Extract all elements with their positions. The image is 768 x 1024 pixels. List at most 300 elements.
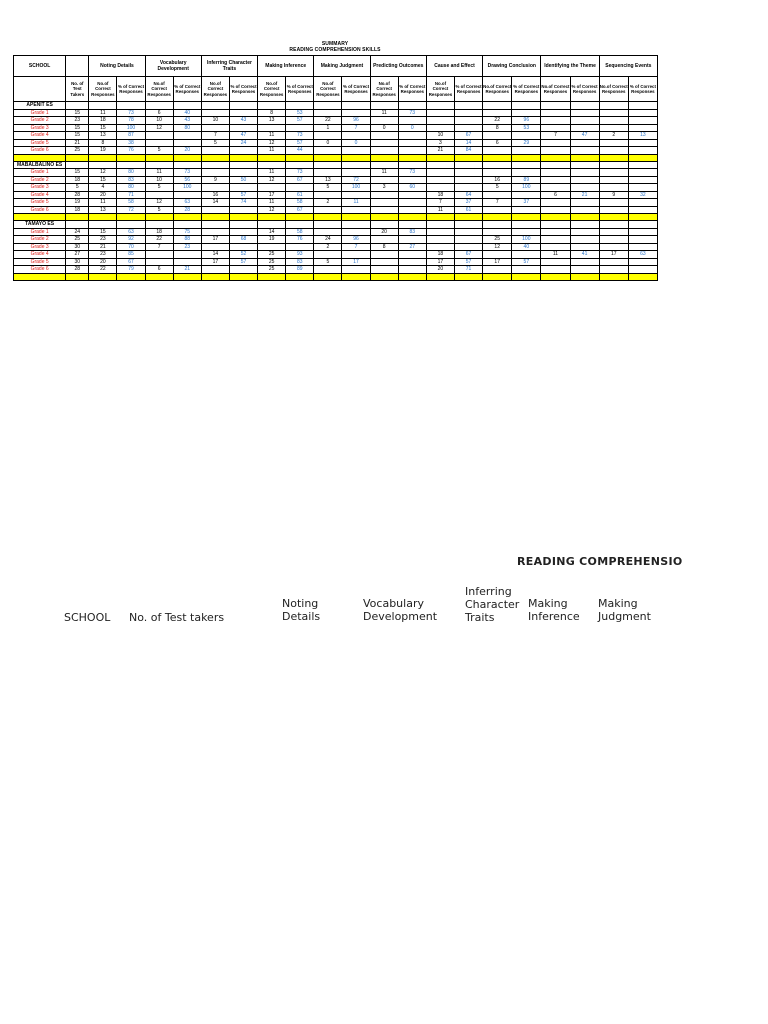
correct-count-cell [426,117,454,125]
correct-count-cell: 12 [145,124,173,132]
correct-percent-cell: 14 [455,139,483,147]
grade-label: Grade 3 [14,124,66,132]
empty-cell [570,221,599,229]
correct-count-cell: 13 [314,176,342,184]
correct-percent-cell: 38 [117,139,145,147]
header-skill: Identifying the Theme [541,56,599,77]
empty-cell [89,161,117,169]
correct-count-cell: 17 [599,251,628,259]
header-pct-correct: % of Correct Responses [512,77,541,102]
correct-percent-cell: 67 [455,251,483,259]
separator-cell [512,214,541,221]
correct-count-cell: 25 [258,251,286,259]
correct-count-cell: 17 [258,191,286,199]
correct-count-cell [599,117,628,125]
correct-count-cell [599,258,628,266]
empty-cell [314,221,342,229]
separator-cell [314,154,342,161]
correct-count-cell [370,147,398,155]
separator-cell [229,273,257,280]
correct-count-cell [483,169,512,177]
correct-count-cell [201,266,229,274]
empty-cell [145,161,173,169]
grade-label: Grade 2 [14,236,66,244]
table-row [14,251,658,259]
correct-count-cell: 17 [426,258,454,266]
correct-count-cell: 11 [258,199,286,207]
correct-count-cell [599,243,628,251]
correct-count-cell [541,109,570,117]
test-takers-cell: 23 [66,117,89,125]
correct-count-cell [314,132,342,140]
correct-percent-cell: 100 [173,184,201,192]
correct-percent-cell: 32 [628,191,657,199]
correct-count-cell: 5 [145,206,173,214]
correct-percent-cell: 7 [342,124,370,132]
separator-cell [229,214,257,221]
correct-count-cell [541,228,570,236]
correct-count-cell: 4 [89,184,117,192]
correct-count-cell [599,199,628,207]
correct-percent-cell [229,243,257,251]
correct-count-cell [258,184,286,192]
table-row [14,191,658,199]
correct-percent-cell: 61 [286,191,314,199]
correct-percent-cell: 75 [173,228,201,236]
test-takers-cell: 21 [66,139,89,147]
correct-percent-cell: 72 [117,206,145,214]
correct-count-cell [145,251,173,259]
lower-header-line: Noting [282,597,319,610]
correct-count-cell: 7 [483,199,512,207]
grade-label: Grade 4 [14,132,66,140]
correct-percent-cell: 40 [512,243,541,251]
correct-percent-cell: 96 [342,117,370,125]
correct-count-cell: 21 [89,243,117,251]
correct-percent-cell [628,199,657,207]
correct-count-cell: 12 [145,199,173,207]
correct-percent-cell [570,243,599,251]
empty-cell [483,161,512,169]
correct-percent-cell [628,147,657,155]
correct-percent-cell: 52 [229,251,257,259]
test-takers-cell: 25 [66,236,89,244]
correct-percent-cell: 83 [398,228,426,236]
empty-cell [398,102,426,110]
separator-cell [117,154,145,161]
correct-count-cell: 11 [258,132,286,140]
header-no-correct: No.of Correct Responses [89,77,117,102]
separator-cell [370,273,398,280]
lower-header-line: Making [598,597,638,610]
empty-cell [483,102,512,110]
table-row [14,243,658,251]
correct-percent-cell [628,266,657,274]
empty-cell [66,102,89,110]
empty-cell [229,161,257,169]
correct-percent-cell: 84 [455,147,483,155]
correct-count-cell: 7 [145,243,173,251]
grade-label: Grade 4 [14,251,66,259]
correct-count-cell: 2 [314,243,342,251]
table-row [14,176,658,184]
correct-count-cell: 14 [201,199,229,207]
correct-count-cell: 18 [426,191,454,199]
grade-label: Grade 5 [14,258,66,266]
separator-cell [342,214,370,221]
correct-count-cell [541,199,570,207]
correct-count-cell [541,147,570,155]
correct-percent-cell [512,191,541,199]
correct-count-cell [370,266,398,274]
correct-percent-cell [229,266,257,274]
correct-percent-cell: 57 [455,258,483,266]
correct-count-cell: 11 [541,251,570,259]
correct-percent-cell [512,228,541,236]
correct-percent-cell: 93 [286,251,314,259]
empty-cell [117,221,145,229]
correct-percent-cell [512,147,541,155]
correct-percent-cell [628,117,657,125]
correct-percent-cell: 57 [229,258,257,266]
correct-percent-cell: 96 [512,117,541,125]
correct-count-cell [426,109,454,117]
correct-count-cell [541,243,570,251]
correct-percent-cell: 68 [229,236,257,244]
header-blank [66,56,89,77]
correct-percent-cell [229,206,257,214]
correct-count-cell [541,176,570,184]
separator-cell [286,154,314,161]
correct-count-cell [483,206,512,214]
correct-percent-cell [398,132,426,140]
correct-percent-cell [628,124,657,132]
correct-percent-cell: 100 [512,184,541,192]
empty-cell [201,102,229,110]
separator-cell [173,154,201,161]
empty-cell [570,161,599,169]
school-name: APENIT ES [14,102,66,110]
correct-count-cell: 10 [426,132,454,140]
test-takers-cell: 15 [66,169,89,177]
separator-cell [173,214,201,221]
correct-count-cell: 17 [201,236,229,244]
correct-count-cell: 11 [370,169,398,177]
correct-count-cell: 13 [89,206,117,214]
correct-percent-cell [229,124,257,132]
correct-percent-cell [570,184,599,192]
separator-cell [570,154,599,161]
empty-cell [173,221,201,229]
correct-percent-cell [628,109,657,117]
correct-count-cell [599,176,628,184]
header-no-correct: No.of Correct Responses [599,77,628,102]
separator-row [14,273,658,280]
test-takers-cell: 5 [66,184,89,192]
correct-count-cell [370,117,398,125]
test-takers-cell: 28 [66,191,89,199]
lower-header-line: Making [528,597,568,610]
correct-count-cell [483,228,512,236]
separator-cell [570,273,599,280]
separator-cell [117,273,145,280]
correct-percent-cell: 72 [342,176,370,184]
correct-percent-cell [455,109,483,117]
correct-count-cell: 11 [89,109,117,117]
correct-percent-cell: 0 [342,139,370,147]
separator-cell [483,154,512,161]
correct-percent-cell: 27 [398,243,426,251]
correct-percent-cell: 73 [117,109,145,117]
empty-cell [628,102,657,110]
correct-percent-cell [455,169,483,177]
correct-percent-cell: 43 [229,117,257,125]
separator-cell [570,214,599,221]
header-school: SCHOOL [14,56,66,77]
correct-count-cell: 0 [314,139,342,147]
correct-count-cell: 18 [89,117,117,125]
empty-cell [201,161,229,169]
correct-count-cell: 11 [89,199,117,207]
correct-percent-cell: 73 [398,169,426,177]
correct-percent-cell: 58 [117,199,145,207]
empty-cell [89,221,117,229]
header-pct-correct: % of Correct Responses [570,77,599,102]
correct-count-cell: 11 [258,169,286,177]
correct-percent-cell [398,251,426,259]
correct-percent-cell [173,251,201,259]
correct-count-cell [314,251,342,259]
empty-cell [173,102,201,110]
separator-cell [599,154,628,161]
separator-cell [455,214,483,221]
separator-cell [342,273,370,280]
correct-percent-cell: 87 [117,132,145,140]
correct-percent-cell [342,206,370,214]
correct-percent-cell [512,251,541,259]
correct-percent-cell [570,266,599,274]
correct-percent-cell [570,124,599,132]
correct-count-cell [201,124,229,132]
correct-percent-cell: 57 [286,139,314,147]
separator-row [14,214,658,221]
separator-cell [14,154,66,161]
correct-count-cell [201,206,229,214]
correct-percent-cell: 67 [286,176,314,184]
correct-count-cell [426,236,454,244]
correct-percent-cell: 80 [117,169,145,177]
lower-header-making-judgment [598,597,651,623]
correct-count-cell: 6 [483,139,512,147]
empty-cell [314,161,342,169]
correct-count-cell [483,266,512,274]
correct-percent-cell: 47 [229,132,257,140]
separator-cell [201,154,229,161]
correct-percent-cell: 58 [286,199,314,207]
lower-header-line: Development [363,610,438,623]
correct-count-cell: 10 [145,176,173,184]
correct-percent-cell [455,124,483,132]
school-name: MABALBALINO ES [14,161,66,169]
correct-count-cell [370,139,398,147]
separator-cell [541,214,570,221]
correct-percent-cell [570,176,599,184]
correct-percent-cell: 40 [173,109,201,117]
correct-percent-cell [628,236,657,244]
empty-cell [117,161,145,169]
correct-percent-cell [398,139,426,147]
correct-percent-cell [455,243,483,251]
correct-percent-cell: 67 [455,132,483,140]
separator-cell [145,214,173,221]
empty-cell [512,161,541,169]
correct-count-cell: 3 [370,184,398,192]
correct-percent-cell: 53 [286,109,314,117]
correct-percent-cell [570,169,599,177]
correct-percent-cell [173,191,201,199]
empty-cell [89,102,117,110]
header-blank [14,77,66,102]
correct-count-cell: 21 [426,147,454,155]
correct-percent-cell: 89 [286,266,314,274]
correct-percent-cell [570,109,599,117]
correct-count-cell [541,117,570,125]
header-no-correct: No.of Correct Responses [314,77,342,102]
correct-percent-cell: 56 [173,176,201,184]
correct-count-cell: 13 [89,132,117,140]
correct-percent-cell: 96 [342,236,370,244]
separator-cell [483,273,512,280]
correct-count-cell [370,258,398,266]
correct-percent-cell [286,124,314,132]
separator-cell [66,154,89,161]
correct-percent-cell [342,191,370,199]
separator-cell [258,214,286,221]
correct-count-cell: 7 [541,132,570,140]
correct-count-cell [370,236,398,244]
correct-percent-cell [455,228,483,236]
separator-cell [286,214,314,221]
correct-percent-cell [398,206,426,214]
correct-percent-cell: 44 [286,147,314,155]
table-body [14,102,658,281]
correct-count-cell: 19 [89,147,117,155]
correct-percent-cell: 23 [173,243,201,251]
empty-cell [512,102,541,110]
grade-label: Grade 2 [14,176,66,184]
correct-count-cell: 5 [145,184,173,192]
correct-count-cell [201,169,229,177]
correct-percent-cell [512,206,541,214]
correct-percent-cell [229,147,257,155]
correct-count-cell [314,206,342,214]
separator-cell [229,154,257,161]
correct-percent-cell [628,169,657,177]
correct-count-cell [483,109,512,117]
correct-percent-cell: 63 [628,251,657,259]
table-row [14,117,658,125]
separator-cell [145,273,173,280]
separator-cell [398,273,426,280]
header-pct-correct: % of Correct Responses [117,77,145,102]
correct-count-cell: 15 [89,228,117,236]
correct-count-cell: 22 [483,117,512,125]
empty-cell [342,102,370,110]
header-pct-correct: % of Correct Responses [455,77,483,102]
correct-percent-cell: 17 [342,258,370,266]
table-row [14,206,658,214]
correct-count-cell: 0 [370,124,398,132]
correct-count-cell [426,243,454,251]
grade-label: Grade 2 [14,117,66,125]
empty-cell [512,221,541,229]
header-row-subcolumns [14,77,658,102]
separator-cell [201,273,229,280]
separator-cell [628,214,657,221]
empty-cell [541,161,570,169]
correct-percent-cell: 57 [286,117,314,125]
correct-count-cell [201,109,229,117]
correct-count-cell [541,139,570,147]
correct-count-cell: 12 [89,169,117,177]
correct-count-cell [426,124,454,132]
correct-percent-cell: 37 [512,199,541,207]
correct-count-cell: 5 [201,139,229,147]
correct-percent-cell: 61 [455,206,483,214]
correct-percent-cell [229,109,257,117]
correct-count-cell [599,184,628,192]
correct-percent-cell: 13 [628,132,657,140]
correct-percent-cell [628,243,657,251]
correct-percent-cell [570,228,599,236]
separator-cell [370,214,398,221]
header-skill: Sequencing Events [599,56,657,77]
table-row [14,169,658,177]
separator-cell [117,214,145,221]
header-row-skills [14,56,658,77]
correct-count-cell: 11 [145,169,173,177]
correct-count-cell: 16 [483,176,512,184]
test-takers-cell: 24 [66,228,89,236]
empty-cell [599,102,628,110]
header-no-correct: No.of Correct Responses [258,77,286,102]
correct-count-cell: 22 [89,266,117,274]
correct-count-cell [370,251,398,259]
correct-percent-cell: 67 [117,258,145,266]
correct-count-cell [599,109,628,117]
separator-cell [512,273,541,280]
correct-count-cell: 10 [201,117,229,125]
correct-count-cell [258,124,286,132]
header-test-takers: No. of Test Takers [66,77,89,102]
correct-percent-cell: 100 [512,236,541,244]
grade-label: Grade 1 [14,169,66,177]
correct-percent-cell: 37 [455,199,483,207]
correct-percent-cell: 74 [229,199,257,207]
empty-cell [370,102,398,110]
correct-percent-cell [342,169,370,177]
correct-percent-cell [398,176,426,184]
table-row [14,109,658,117]
lower-header-line: Vocabulary [363,597,424,610]
empty-cell [426,102,454,110]
correct-percent-cell [512,266,541,274]
correct-count-cell: 12 [258,206,286,214]
empty-cell [455,221,483,229]
correct-percent-cell [173,132,201,140]
correct-count-cell: 20 [426,266,454,274]
correct-count-cell [145,258,173,266]
